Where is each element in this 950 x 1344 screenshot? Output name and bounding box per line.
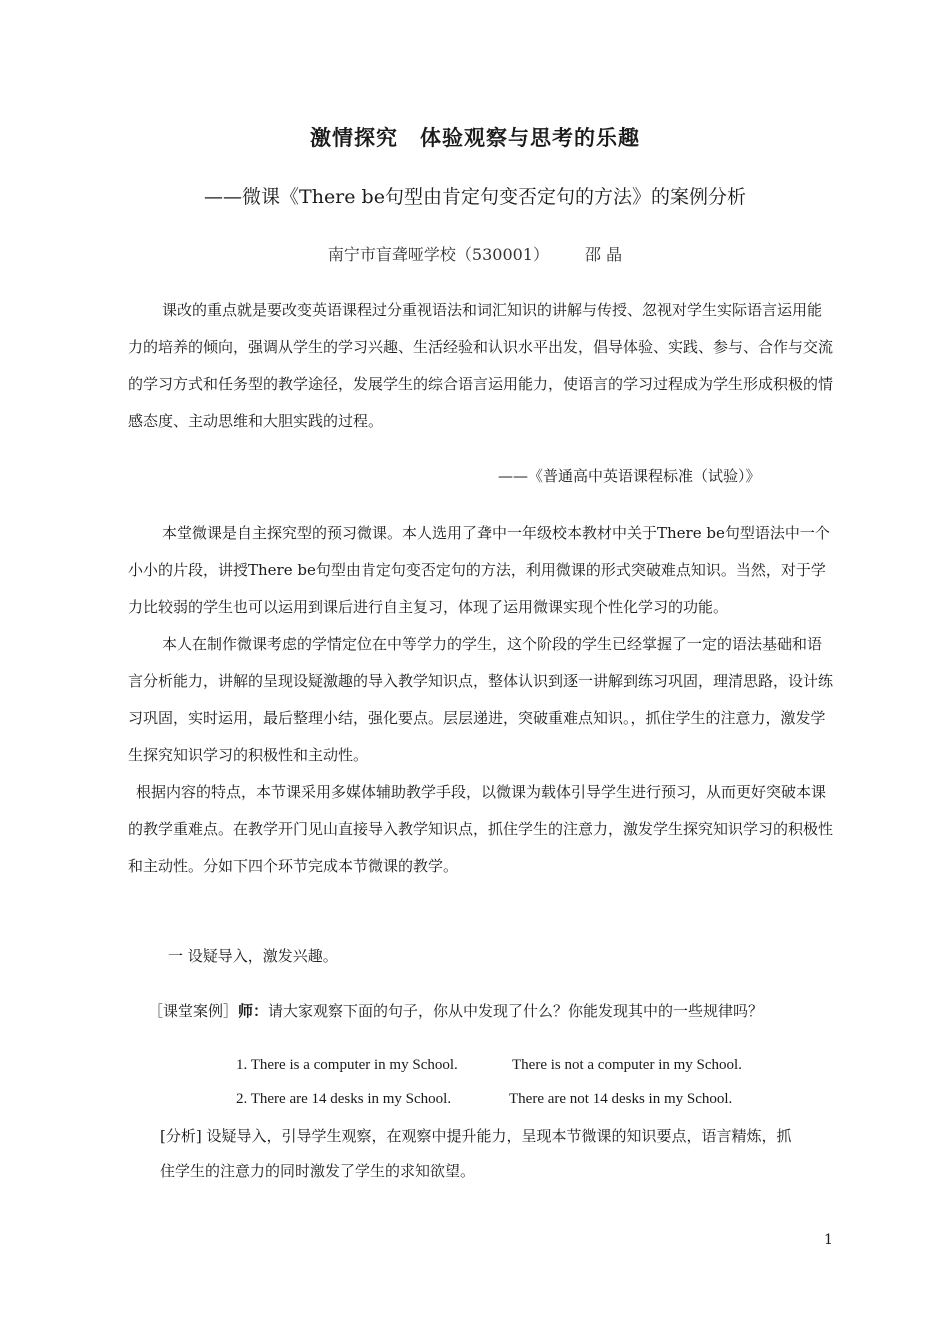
- byline: [0, 242, 950, 265]
- case-tag: ［课堂案例］: [148, 1002, 239, 1020]
- document-title: 激情探究 体验观察与思考的乐趣: [310, 125, 640, 150]
- analysis-text-1: 设疑导入，引导学生观察，在观察中提升能力，呈现本节微课的知识要点，语言精炼，抓: [206, 1127, 792, 1145]
- document-subtitle: ——微课《There be句型由肯定句变否定句的方法》的案例分析: [204, 186, 746, 208]
- case-speaker: 师：: [238, 1002, 269, 1020]
- analysis-line-1: [160, 1125, 792, 1146]
- case-line: [148, 1000, 763, 1021]
- body-section: [128, 515, 833, 885]
- intro-source: ——《普通高中英语课程标准（试验）》: [498, 467, 761, 485]
- intro-quote: [128, 292, 833, 440]
- paragraph-1: 本堂微课是自主探究型的预习微课。本人选用了聋中一年级校本教材中关于There be句型语法中一个小小的片段，讲授There be句型由肯定句变否定句的方法，利用微课的形式突破难点知识。当然，对于学力比较弱的学生也可以运用到课后进行自主复习，体现了运用微课实现个性化学习的功能。: [128, 524, 830, 616]
- case-question: 请大家观察下面的句子，你从中发现了什么？你能发现其中的一些规律吗？: [268, 1002, 764, 1020]
- analysis-label: [分析]: [160, 1127, 202, 1145]
- byline-school: 南宁市盲聋哑学校（530001）: [327, 245, 549, 264]
- page-number: 1: [824, 1232, 833, 1248]
- byline-author: 邵 晶: [585, 245, 623, 264]
- example-1-negative: There is not a computer in my School.: [512, 1057, 742, 1073]
- intro-paragraph: 课改的重点就是要改变英语课程过分重视语法和词汇知识的讲解与传授、忽视对学生实际语言运用能力的培养的倾向，强调从学生的学习兴趣、生活经验和认识水平出发，倡导体验、实践、参与、合作与交流的学习方式和任务型的教学途径，发展学生的综合语言运用能力，使语言的学习过程成为学生形成积极的情感态度、主动思维和大胆实践的过程。: [128, 301, 834, 430]
- paragraph-3: 根据内容的特点，本节课采用多媒体辅助教学手段，以微课为载体引导学生进行预习，从而更好突破本课的教学重难点。在教学开门见山直接导入教学知识点，抓住学生的注意力，激发学生探究知识学习的积极性和主动性。分如下四个环节完成本节微课的教学。: [128, 783, 834, 875]
- example-2-positive: 2. There are 14 desks in my School.: [236, 1091, 452, 1107]
- paragraph-2: 本人在制作微课考虑的学情定位在中等学力的学生，这个阶段的学生已经掌握了一定的语法基础和语言分析能力，讲解的呈现设疑激趣的导入教学知识点，整体认识到逐一讲解到练习巩固，理清思路，设计练习巩固，实时运用，最后整理小结，强化要点。层层递进，突破重难点知识。，抓住学生的注意力，激发学生探究知识学习的积极性和主动性。: [128, 635, 834, 764]
- analysis-line-2: 住学生的注意力的同时激发了学生的求知欲望。: [160, 1162, 476, 1180]
- section-1-heading: 一 设疑导入，激发兴趣。: [168, 947, 338, 965]
- example-2-negative: There are not 14 desks in my School.: [509, 1091, 733, 1107]
- example-1-positive: 1. There is a computer in my School.: [236, 1057, 458, 1073]
